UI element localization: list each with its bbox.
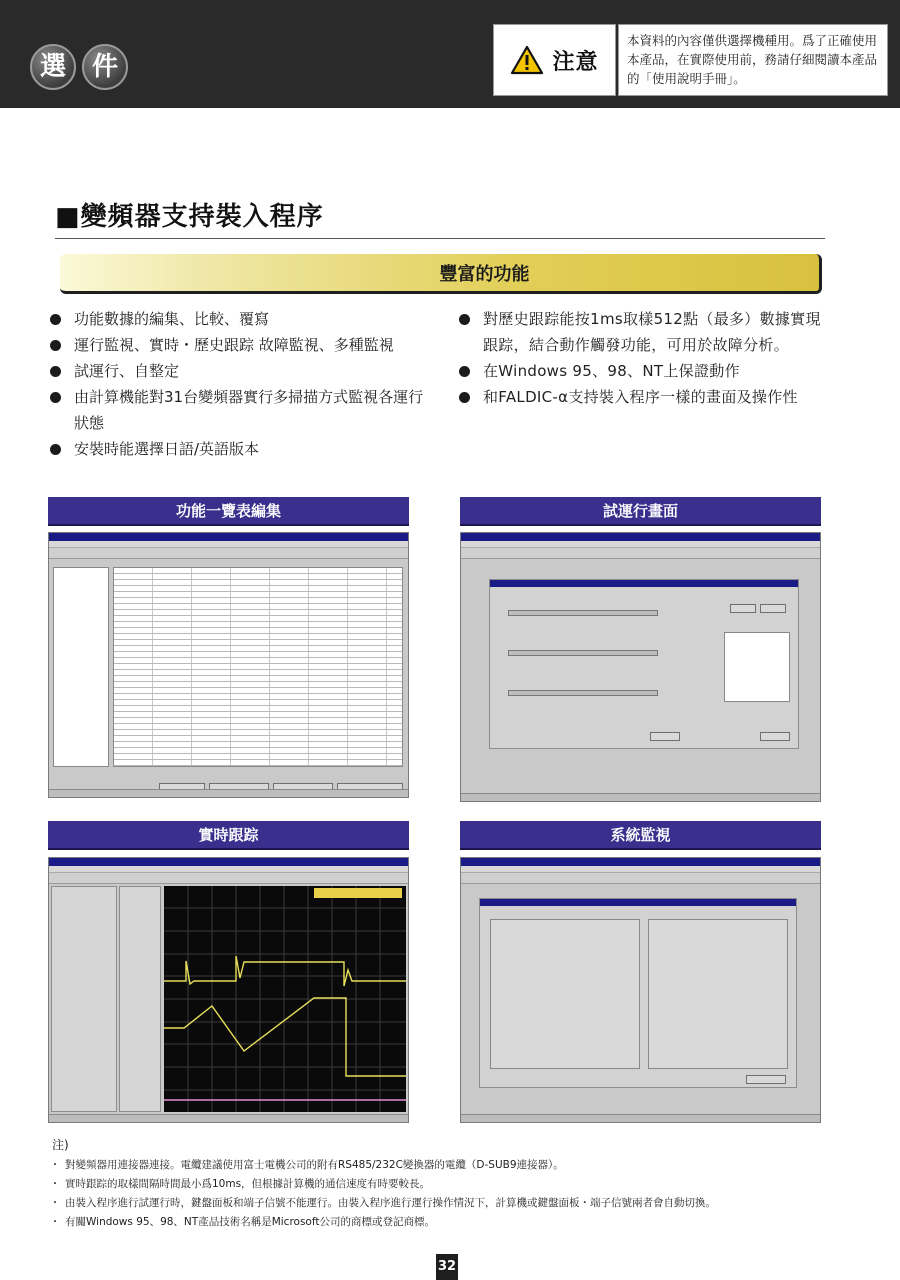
feature-item: 由計算機能對31台變頻器實行多掃描方式監視各運行狀態 xyxy=(50,384,435,436)
feature-item: 和FALDIC-α支持裝入程序一樣的畫面及操作性 xyxy=(459,384,831,410)
window-button xyxy=(760,732,790,741)
note-item: ・ 由裝入程序進行試運行時，鍵盤面板和端子信號不能運行。由裝入程序進行運行操作情況下，計算機或鍵盤面板・端子信號兩者會自動切換。 xyxy=(52,1194,852,1213)
feature-item: 對歷史跟踪能按1ms取樣512點（最多）數據實現跟踪，結合動作觸發功能，可用於故障分析。 xyxy=(459,306,831,358)
caution-box xyxy=(493,24,616,96)
window-button xyxy=(650,732,680,741)
warning-triangle-icon xyxy=(510,45,544,75)
operation-list xyxy=(724,632,790,702)
window-statusbar xyxy=(49,1114,408,1122)
dialog-titlebar xyxy=(490,580,798,587)
feature-item: 試運行、自整定 xyxy=(50,358,435,384)
window-button xyxy=(746,1075,786,1084)
notes-heading: 注) xyxy=(52,1138,69,1152)
window-titlebar xyxy=(461,533,820,541)
panel-header-test-run: 試運行畫面 xyxy=(460,497,821,526)
features-banner xyxy=(60,254,822,294)
test-run-dialog xyxy=(489,579,799,749)
screenshot-function-list xyxy=(48,532,409,798)
note-item: ・ 實時跟踪的取樣間隔時間最小爲10ms，但根據計算機的通信速度有時要較長。 xyxy=(52,1175,852,1194)
window-titlebar xyxy=(49,533,408,541)
features-banner-label: 豐富的功能 xyxy=(439,264,530,285)
trace-channel-pane xyxy=(119,886,161,1112)
progress-bar xyxy=(508,690,658,696)
value-group xyxy=(648,919,788,1069)
panel-header-function-list: 功能一覽表編集 xyxy=(48,497,409,526)
window-menubar xyxy=(49,541,408,548)
window-toolbar xyxy=(461,548,820,559)
function-table-grid xyxy=(113,567,403,767)
window-statusbar xyxy=(49,789,408,797)
window-toolbar xyxy=(461,873,820,884)
window-menubar xyxy=(461,541,820,548)
trace-settings-pane xyxy=(51,886,117,1112)
panel-header-realtime-trace: 實時跟踪 xyxy=(48,821,409,850)
feature-item: 安裝時能選擇日語/英語版本 xyxy=(50,436,435,462)
features-list-left xyxy=(50,306,435,462)
system-monitor-dialog xyxy=(479,898,797,1088)
page-number: 32 xyxy=(436,1254,458,1280)
caution-label: 注意 xyxy=(552,49,599,75)
function-tree-pane xyxy=(53,567,109,767)
status-group xyxy=(490,919,640,1069)
caution-text: 本資料的內容僅供選擇機種用。爲了正確使用本產品，在實際使用前，務請仔細閱讀本產品的「使用說明手冊」。 xyxy=(618,24,888,96)
window-toolbar xyxy=(49,548,408,559)
window-menubar xyxy=(461,866,820,873)
window-button xyxy=(760,604,786,613)
note-item: ・ 有關Windows 95、98、NT產品技術名稱是Microsoft公司的商標或登記商標。 xyxy=(52,1213,852,1232)
feature-item: 在Windows 95、98、NT上保證動作 xyxy=(459,358,831,384)
dialog-titlebar xyxy=(480,899,796,906)
note-item: ・ 對變頻器用連接器連接。電纜建議使用富士電機公司的附有RS485/232C變換器的電纜（D-SUB9連接器）。 xyxy=(52,1156,852,1175)
title-divider xyxy=(55,238,825,239)
window-button xyxy=(730,604,756,613)
feature-item: 運行監視、實時・歷史跟踪 故障監視、多種監視 xyxy=(50,332,435,358)
window-titlebar xyxy=(49,858,408,866)
window-toolbar xyxy=(49,873,408,884)
selection-badge-char-1: 選 xyxy=(30,44,76,90)
progress-bar xyxy=(508,610,658,616)
feature-item: 功能數據的編集、比較、覆寫 xyxy=(50,306,435,332)
progress-bar xyxy=(508,650,658,656)
window-statusbar xyxy=(461,793,820,801)
trace-mode-label xyxy=(314,888,402,898)
features-list-right xyxy=(459,306,831,410)
screenshot-system-monitor xyxy=(460,857,821,1123)
trace-oscilloscope xyxy=(164,886,406,1112)
window-statusbar xyxy=(461,1114,820,1122)
screenshot-realtime-trace xyxy=(48,857,409,1123)
panel-header-system-monitor: 系統監視 xyxy=(460,821,821,850)
screenshot-test-run xyxy=(460,532,821,802)
selection-badge-char-2: 件 xyxy=(82,44,128,90)
window-titlebar xyxy=(461,858,820,866)
window-menubar xyxy=(49,866,408,873)
notes-list xyxy=(52,1156,852,1232)
page-title: ■變頻器支持裝入程序 xyxy=(55,202,324,232)
